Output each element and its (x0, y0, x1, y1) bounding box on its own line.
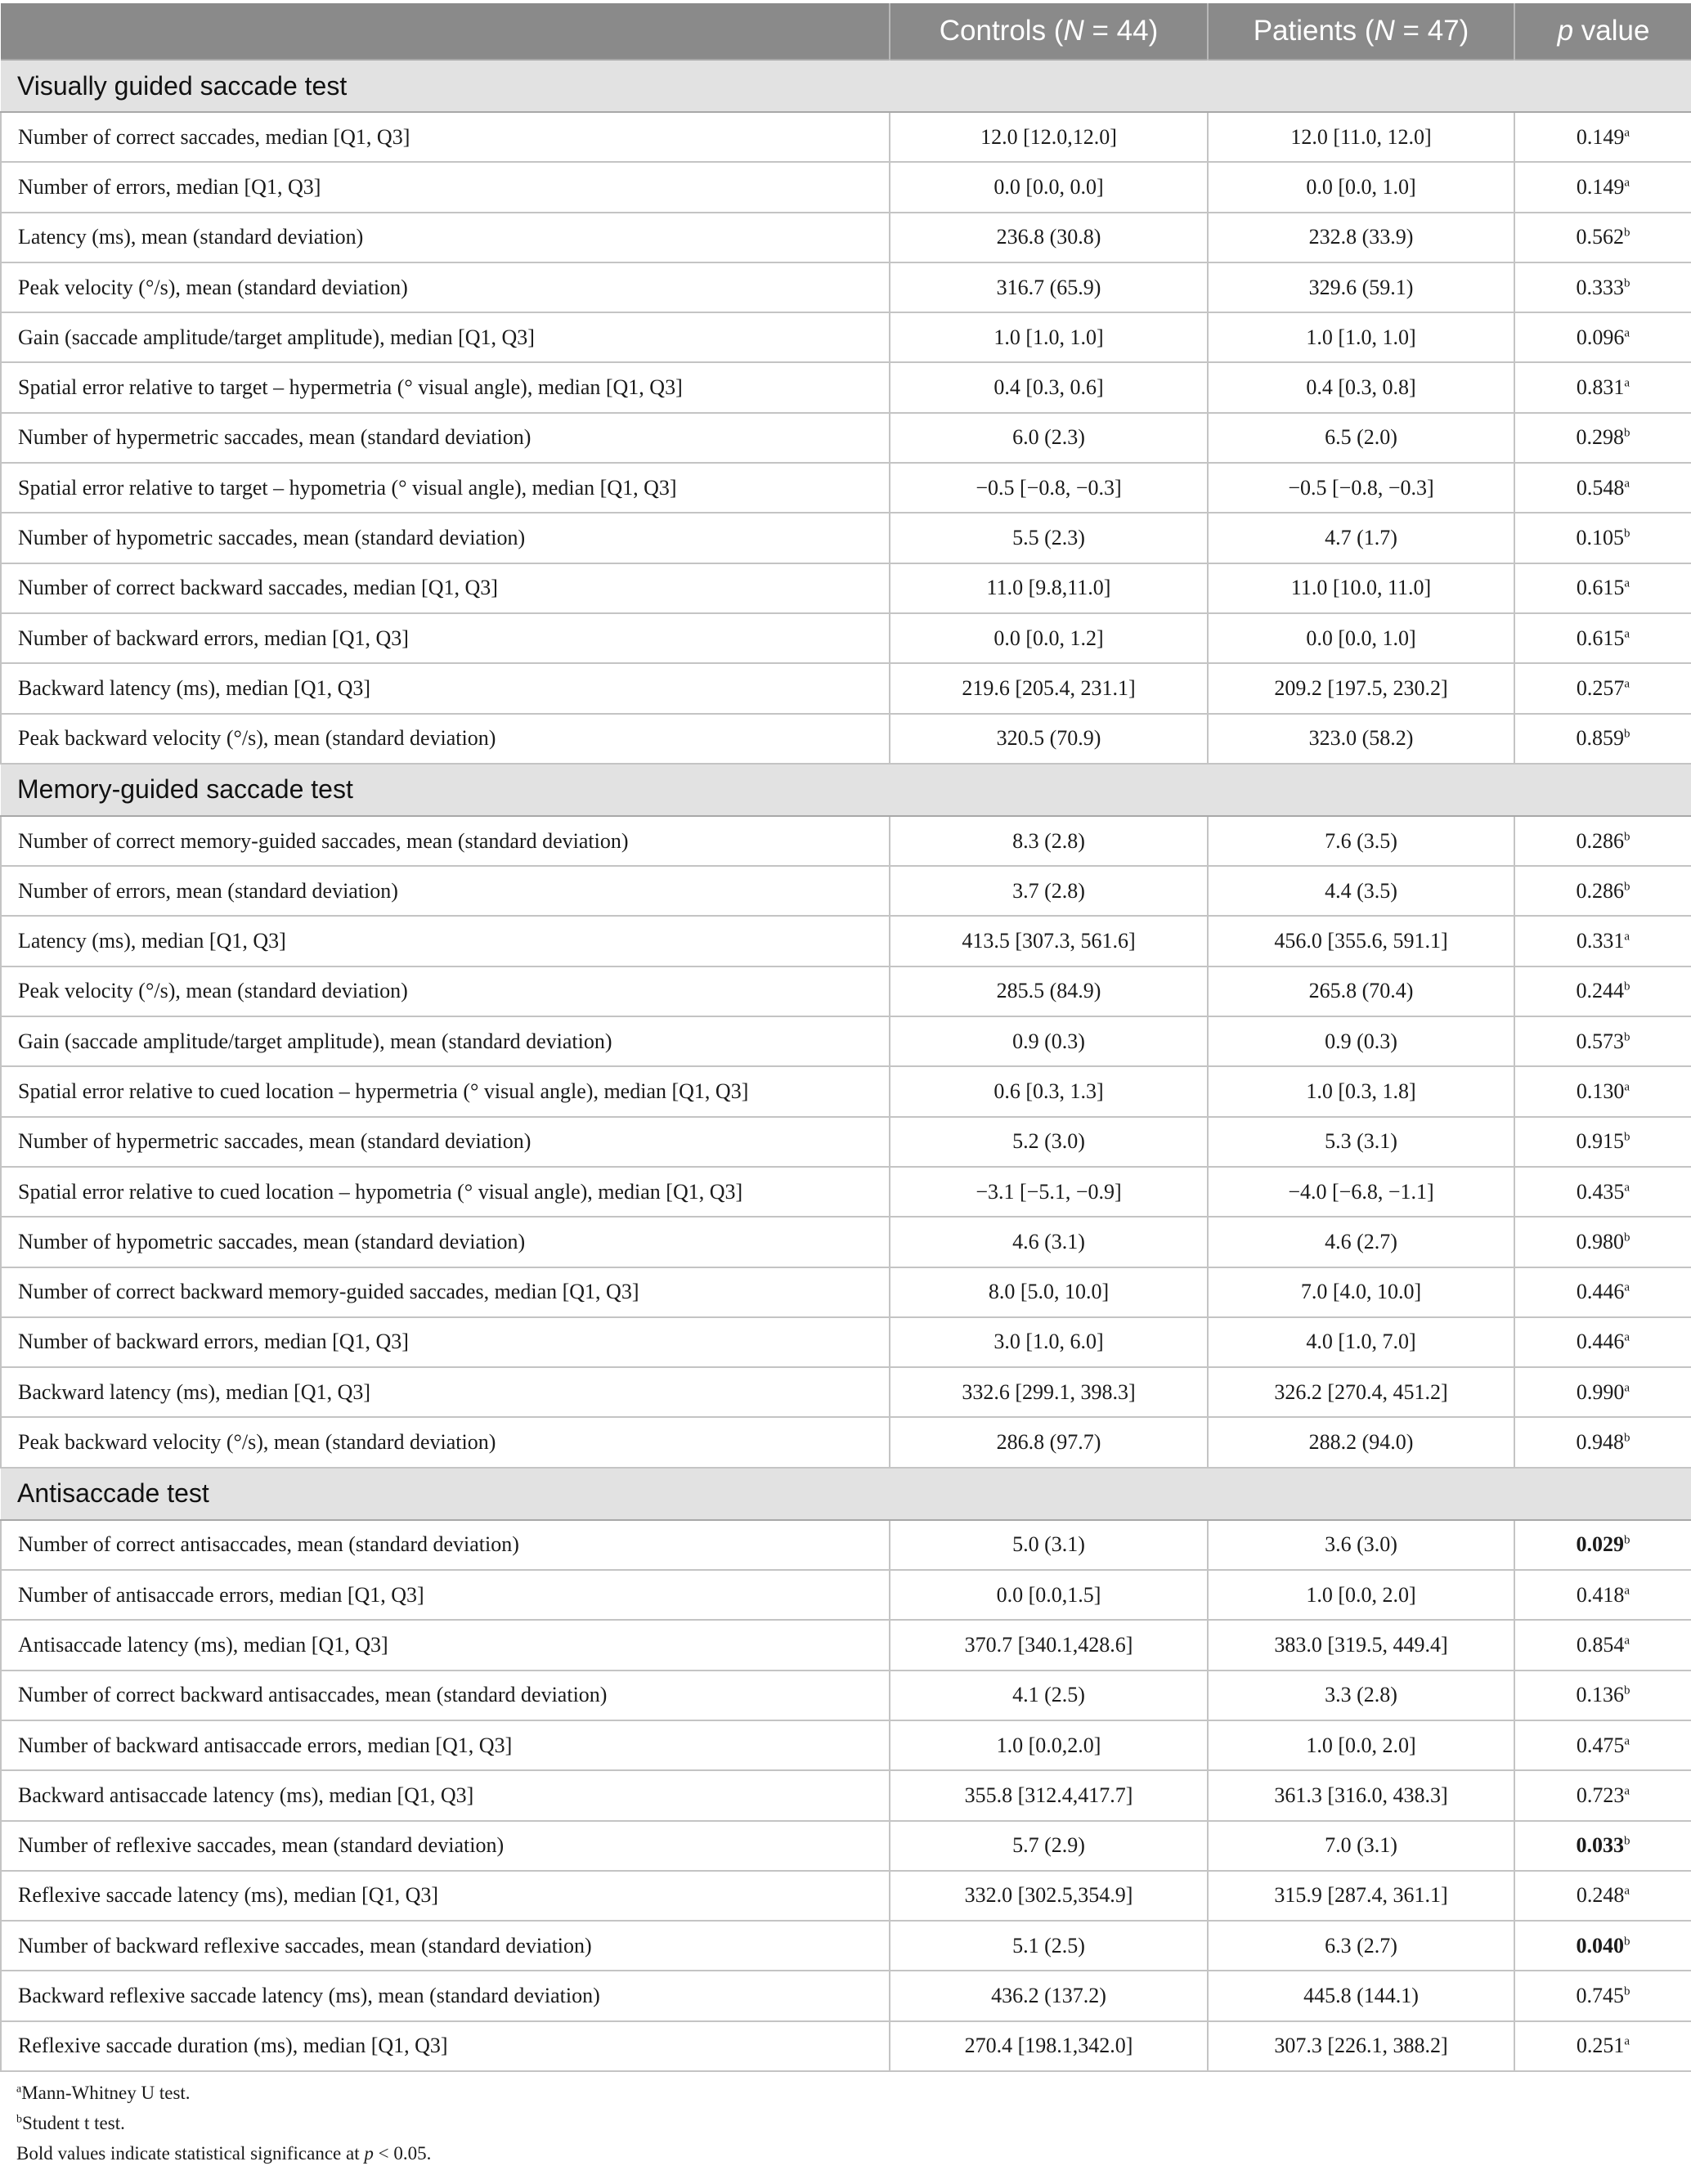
table-row (1, 1317, 1691, 1367)
p-value-number: 0.149 (1576, 174, 1625, 199)
test-footnote-mark: b (1624, 880, 1630, 894)
table-row (1, 714, 1691, 764)
measure-label: Number of correct backward antisaccades, mean (standard deviation) (1, 1671, 890, 1720)
patients-value: 1.0 [0.0, 2.0] (1208, 1720, 1514, 1770)
table-row (1, 1570, 1691, 1620)
controls-value: 12.0 [12.0,12.0] (890, 112, 1208, 162)
measure-label: Spatial error relative to cued location – hypermetria (° visual angle), median [Q1, Q3] (1, 1066, 890, 1116)
p-value (1514, 1671, 1691, 1720)
table-row (1, 1871, 1691, 1921)
p-value (1514, 1267, 1691, 1317)
controls-value: 4.6 (3.1) (890, 1217, 1208, 1267)
test-footnote-mark: a (1624, 1884, 1630, 1898)
measure-label: Number of hypermetric saccades, mean (standard deviation) (1, 1117, 890, 1167)
test-footnote-mark: b (1624, 1030, 1630, 1044)
measure-label: Peak backward velocity (°/s), mean (standard deviation) (1, 714, 890, 764)
test-footnote-mark: a (1624, 376, 1630, 390)
section-title: Memory-guided saccade test (1, 764, 1691, 816)
controls-value: 5.5 (2.3) (890, 513, 1208, 563)
p-value (1514, 613, 1691, 663)
test-footnote-mark: a (1624, 326, 1630, 340)
test-footnote-mark: a (1624, 1180, 1630, 1194)
table-row (1, 613, 1691, 663)
patients-value: 4.7 (1.7) (1208, 513, 1514, 563)
table-row (1, 312, 1691, 362)
p-value-number: 0.257 (1576, 675, 1625, 700)
controls-value: 413.5 [307.3, 561.6] (890, 916, 1208, 966)
p-value-number: 0.723 (1576, 1783, 1625, 1807)
p-value (1514, 1720, 1691, 1770)
measure-label: Gain (saccade amplitude/target amplitude), median [Q1, Q3] (1, 312, 890, 362)
patients-value: 361.3 [316.0, 438.3] (1208, 1770, 1514, 1820)
controls-value: 285.5 (84.9) (890, 966, 1208, 1016)
measure-label: Number of hypometric saccades, mean (standard deviation) (1, 513, 890, 563)
saccade-results-table (0, 3, 1691, 2072)
header-controls: Controls (N = 44) (890, 3, 1208, 60)
test-footnote-mark: a (1624, 677, 1630, 691)
table-row (1, 1417, 1691, 1467)
measure-label: Peak velocity (°/s), mean (standard deviation) (1, 966, 890, 1016)
p-value (1514, 1971, 1691, 2020)
table-row (1, 463, 1691, 513)
p-value-number: 0.915 (1576, 1129, 1624, 1154)
controls-value: 270.4 [198.1,342.0] (890, 2021, 1208, 2071)
test-footnote-mark: b (1624, 527, 1630, 540)
measure-label: Spatial error relative to target – hypermetria (° visual angle), median [Q1, Q3] (1, 362, 890, 412)
p-value (1514, 816, 1691, 866)
p-value-number: 0.251 (1576, 2034, 1625, 2058)
patients-value: 6.5 (2.0) (1208, 413, 1514, 463)
p-value (1514, 1620, 1691, 1670)
p-value-number: 0.435 (1576, 1179, 1625, 1204)
patients-value: 3.3 (2.8) (1208, 1671, 1514, 1720)
measure-label: Reflexive saccade latency (ms), median [Q1, Q3] (1, 1871, 890, 1921)
p-value (1514, 1570, 1691, 1620)
test-footnote-mark: a (1624, 1584, 1630, 1597)
patients-value: 383.0 [319.5, 449.4] (1208, 1620, 1514, 1670)
table-row (1, 1117, 1691, 1167)
p-value (1514, 1417, 1691, 1467)
patients-value: −4.0 [−6.8, −1.1] (1208, 1167, 1514, 1217)
test-footnote-mark: a (1624, 477, 1630, 491)
controls-value: 5.1 (2.5) (890, 1921, 1208, 1971)
patients-value: 315.9 [287.4, 361.1] (1208, 1871, 1514, 1921)
patients-value: 265.8 (70.4) (1208, 966, 1514, 1016)
table-row (1, 413, 1691, 463)
p-value-number: 0.475 (1576, 1733, 1625, 1757)
patients-value: 11.0 [10.0, 11.0] (1208, 563, 1514, 613)
controls-value: 355.8 [312.4,417.7] (890, 1770, 1208, 1820)
patients-value: 209.2 [197.5, 230.2] (1208, 663, 1514, 713)
p-value (1514, 463, 1691, 513)
table-row (1, 663, 1691, 713)
p-value-number: 0.446 (1576, 1280, 1625, 1304)
test-footnote-mark: a (1624, 125, 1630, 139)
table-row (1, 213, 1691, 262)
p-value-number: 0.562 (1576, 225, 1624, 249)
section-title: Visually guided saccade test (1, 60, 1691, 112)
measure-label: Backward antisaccade latency (ms), median [Q1, Q3] (1, 1770, 890, 1820)
table-row (1, 1267, 1691, 1317)
measure-label: Number of hypermetric saccades, mean (standard deviation) (1, 413, 890, 463)
controls-value: 6.0 (2.3) (890, 413, 1208, 463)
patients-value: 0.0 [0.0, 1.0] (1208, 613, 1514, 663)
p-value-number: 0.286 (1576, 878, 1624, 903)
table-row (1, 1921, 1691, 1971)
controls-value: 5.0 (3.1) (890, 1520, 1208, 1570)
p-value (1514, 162, 1691, 212)
test-footnote-mark: b (1624, 1984, 1630, 1998)
patients-value: −0.5 [−0.8, −0.3] (1208, 463, 1514, 513)
controls-value: 11.0 [9.8,11.0] (890, 563, 1208, 613)
controls-value: 236.8 (30.8) (890, 213, 1208, 262)
patients-value: 288.2 (94.0) (1208, 1417, 1514, 1467)
controls-value: 8.0 [5.0, 10.0] (890, 1267, 1208, 1317)
patients-value: 3.6 (3.0) (1208, 1520, 1514, 1570)
p-value (1514, 714, 1691, 764)
test-footnote-mark: a (1624, 1634, 1630, 1648)
test-footnote-mark: a (1624, 176, 1630, 190)
controls-value: 5.7 (2.9) (890, 1821, 1208, 1871)
measure-label: Number of backward errors, median [Q1, Q3] (1, 1317, 890, 1367)
p-value (1514, 916, 1691, 966)
p-value (1514, 563, 1691, 613)
measure-label: Number of errors, median [Q1, Q3] (1, 162, 890, 212)
p-value-number: 0.418 (1576, 1582, 1625, 1607)
patients-value: 7.0 (3.1) (1208, 1821, 1514, 1871)
p-value (1514, 1770, 1691, 1820)
table-row (1, 513, 1691, 563)
controls-value: 0.6 [0.3, 1.3] (890, 1066, 1208, 1116)
table-row (1, 112, 1691, 162)
p-value (1514, 1066, 1691, 1116)
p-value (1514, 1821, 1691, 1871)
patients-value: 323.0 (58.2) (1208, 714, 1514, 764)
measure-label: Backward latency (ms), median [Q1, Q3] (1, 1367, 890, 1417)
p-value (1514, 312, 1691, 362)
test-footnote-mark: a (1624, 1381, 1630, 1395)
table-row (1, 866, 1691, 916)
table-row (1, 1971, 1691, 2020)
p-value-number: 0.096 (1576, 325, 1625, 349)
table-row (1, 1770, 1691, 1820)
measure-label: Spatial error relative to target – hypometria (° visual angle), median [Q1, Q3] (1, 463, 890, 513)
table-body (1, 60, 1691, 2071)
controls-value: 332.6 [299.1, 398.3] (890, 1367, 1208, 1417)
test-footnote-mark: b (1624, 426, 1630, 440)
measure-label: Number of antisaccade errors, median [Q1, Q3] (1, 1570, 890, 1620)
table-row (1, 362, 1691, 412)
measure-label: Backward latency (ms), median [Q1, Q3] (1, 663, 890, 713)
p-value-number: 0.136 (1576, 1683, 1624, 1707)
controls-value: 436.2 (137.2) (890, 1971, 1208, 2020)
measure-label: Number of backward reflexive saccades, mean (standard deviation) (1, 1921, 890, 1971)
p-value-number: 0.446 (1576, 1330, 1625, 1354)
p-value (1514, 1367, 1691, 1417)
p-value (1514, 1317, 1691, 1367)
table-row (1, 1367, 1691, 1417)
p-value (1514, 1871, 1691, 1921)
controls-value: 0.0 [0.0, 0.0] (890, 162, 1208, 212)
p-value-number: 0.298 (1576, 425, 1624, 450)
p-value (1514, 663, 1691, 713)
section-header (1, 764, 1691, 816)
controls-value: −3.1 [−5.1, −0.9] (890, 1167, 1208, 1217)
controls-value: −0.5 [−0.8, −0.3] (890, 463, 1208, 513)
table-row (1, 1217, 1691, 1267)
p-value-number: 0.244 (1576, 979, 1624, 1003)
test-footnote-mark: b (1624, 727, 1630, 741)
table-row (1, 1720, 1691, 1770)
patients-value: 12.0 [11.0, 12.0] (1208, 112, 1514, 162)
measure-label: Number of backward errors, median [Q1, Q3] (1, 613, 890, 663)
measure-label: Number of reflexive saccades, mean (standard deviation) (1, 1821, 890, 1871)
test-footnote-mark: b (1624, 1935, 1630, 1949)
p-value (1514, 1217, 1691, 1267)
controls-value: 1.0 [1.0, 1.0] (890, 312, 1208, 362)
measure-label: Number of hypometric saccades, mean (standard deviation) (1, 1217, 890, 1267)
controls-value: 0.4 [0.3, 0.6] (890, 362, 1208, 412)
patients-value: 6.3 (2.7) (1208, 1921, 1514, 1971)
p-value (1514, 1016, 1691, 1066)
p-value-number: 0.548 (1576, 475, 1625, 500)
table-row (1, 916, 1691, 966)
header-measure (1, 3, 890, 60)
controls-value: 8.3 (2.8) (890, 816, 1208, 866)
measure-label: Number of errors, mean (standard deviation) (1, 866, 890, 916)
test-footnote-mark: a (1624, 2034, 1630, 2048)
p-value (1514, 866, 1691, 916)
p-value (1514, 262, 1691, 312)
p-value-number: 0.286 (1576, 828, 1624, 853)
patients-value: 326.2 [270.4, 451.2] (1208, 1367, 1514, 1417)
p-value-number: 0.029 (1576, 1532, 1624, 1557)
test-footnote-mark: b (1624, 276, 1630, 289)
section-header (1, 60, 1691, 112)
patients-value: 445.8 (144.1) (1208, 1971, 1514, 2020)
footnote-a: $^a$Mann-Whitney U test. (16, 2083, 191, 2103)
patients-value: 307.3 [226.1, 388.2] (1208, 2021, 1514, 2071)
controls-value: 1.0 [0.0,2.0] (890, 1720, 1208, 1770)
measure-label: Number of correct saccades, median [Q1, Q3] (1, 112, 890, 162)
header-p-value: p value (1514, 3, 1691, 60)
patients-value: 7.6 (3.5) (1208, 816, 1514, 866)
p-value (1514, 112, 1691, 162)
patients-value: 1.0 [0.3, 1.8] (1208, 1066, 1514, 1116)
measure-label: Gain (saccade amplitude/target amplitude), mean (standard deviation) (1, 1016, 890, 1066)
measure-label: Number of correct backward saccades, median [Q1, Q3] (1, 563, 890, 613)
controls-value: 332.0 [302.5,354.9] (890, 1871, 1208, 1921)
p-value-number: 0.948 (1576, 1430, 1624, 1455)
table-row (1, 1520, 1691, 1570)
test-footnote-mark: b (1624, 829, 1630, 843)
p-value (1514, 2021, 1691, 2071)
controls-value: 0.0 [0.0, 1.2] (890, 613, 1208, 663)
table-row (1, 1821, 1691, 1871)
p-value (1514, 1921, 1691, 1971)
controls-value: 0.0 [0.0,1.5] (890, 1570, 1208, 1620)
controls-value: 370.7 [340.1,428.6] (890, 1620, 1208, 1670)
test-footnote-mark: b (1624, 1431, 1630, 1445)
table-row (1, 1671, 1691, 1720)
p-value-number: 0.105 (1576, 526, 1624, 550)
section-title: Antisaccade test (1, 1468, 1691, 1520)
test-footnote-mark: b (1624, 226, 1630, 240)
patients-value: 1.0 [0.0, 2.0] (1208, 1570, 1514, 1620)
test-footnote-mark: a (1624, 930, 1630, 944)
p-value-number: 0.831 (1576, 375, 1625, 400)
measure-label: Reflexive saccade duration (ms), median [Q1, Q3] (1, 2021, 890, 2071)
measure-label: Spatial error relative to cued location – hypometria (° visual angle), median [Q1, Q3] (1, 1167, 890, 1217)
test-footnote-mark: a (1624, 1733, 1630, 1747)
measure-label: Backward reflexive saccade latency (ms), mean (standard deviation) (1, 1971, 890, 2020)
p-value-number: 0.615 (1576, 626, 1625, 650)
p-value-number: 0.033 (1576, 1833, 1624, 1858)
measure-label: Peak backward velocity (°/s), mean (standard deviation) (1, 1417, 890, 1467)
p-value-number: 0.149 (1576, 124, 1625, 149)
footnote-b: $^b$Student t test. (16, 2113, 125, 2133)
patients-value: 329.6 (59.1) (1208, 262, 1514, 312)
table-row (1, 1066, 1691, 1116)
p-value (1514, 1117, 1691, 1167)
footnote-bold: Bold values indicate statistical significance at p < 0.05. (16, 2143, 432, 2164)
p-value-number: 0.130 (1576, 1079, 1625, 1103)
controls-value: 3.0 [1.0, 6.0] (890, 1317, 1208, 1367)
controls-value: 5.2 (3.0) (890, 1117, 1208, 1167)
p-value (1514, 413, 1691, 463)
patients-value: 0.9 (0.3) (1208, 1016, 1514, 1066)
p-value-number: 0.745 (1576, 1984, 1624, 2008)
p-value-number: 0.331 (1576, 929, 1625, 953)
test-footnote-mark: a (1624, 1784, 1630, 1798)
test-footnote-mark: a (1624, 626, 1630, 640)
test-footnote-mark: a (1624, 1330, 1630, 1344)
table-row (1, 966, 1691, 1016)
p-value-number: 0.615 (1576, 576, 1625, 600)
patients-value: 4.6 (2.7) (1208, 1217, 1514, 1267)
p-value-number: 0.040 (1576, 1933, 1624, 1958)
controls-value: 0.9 (0.3) (890, 1016, 1208, 1066)
table-row (1, 2021, 1691, 2071)
table-row (1, 1167, 1691, 1217)
patients-value: 0.0 [0.0, 1.0] (1208, 162, 1514, 212)
table-row (1, 816, 1691, 866)
test-footnote-mark: b (1624, 1684, 1630, 1697)
p-value (1514, 513, 1691, 563)
test-footnote-mark: b (1624, 1834, 1630, 1848)
measure-label: Number of correct antisaccades, mean (standard deviation) (1, 1520, 890, 1570)
patients-value: 4.4 (3.5) (1208, 866, 1514, 916)
table-row (1, 1620, 1691, 1670)
measure-label: Number of backward antisaccade errors, median [Q1, Q3] (1, 1720, 890, 1770)
p-value-number: 0.990 (1576, 1379, 1625, 1404)
patients-value: 0.4 [0.3, 0.8] (1208, 362, 1514, 412)
p-value-number: 0.854 (1576, 1632, 1625, 1657)
measure-label: Peak velocity (°/s), mean (standard deviation) (1, 262, 890, 312)
table-row (1, 563, 1691, 613)
p-value-number: 0.859 (1576, 726, 1624, 751)
header-patients: Patients (N = 47) (1208, 3, 1514, 60)
p-value (1514, 1167, 1691, 1217)
results-table-container (0, 3, 1691, 2072)
test-footnote-mark: a (1624, 1080, 1630, 1094)
p-value (1514, 362, 1691, 412)
p-value (1514, 213, 1691, 262)
p-value-number: 0.248 (1576, 1883, 1625, 1908)
patients-value: 232.8 (33.9) (1208, 213, 1514, 262)
section-header (1, 1468, 1691, 1520)
controls-value: 286.8 (97.7) (890, 1417, 1208, 1467)
controls-value: 320.5 (70.9) (890, 714, 1208, 764)
test-footnote-mark: b (1624, 980, 1630, 993)
p-value (1514, 966, 1691, 1016)
p-value-number: 0.333 (1576, 275, 1624, 299)
test-footnote-mark: a (1624, 576, 1630, 590)
table-row (1, 162, 1691, 212)
table-header (1, 3, 1691, 60)
footnotes (16, 2078, 431, 2168)
controls-value: 3.7 (2.8) (890, 866, 1208, 916)
test-footnote-mark: b (1624, 1231, 1630, 1244)
table-row (1, 1016, 1691, 1066)
patients-value: 7.0 [4.0, 10.0] (1208, 1267, 1514, 1317)
measure-label: Latency (ms), mean (standard deviation) (1, 213, 890, 262)
table-row (1, 262, 1691, 312)
measure-label: Number of correct backward memory-guided saccades, median [Q1, Q3] (1, 1267, 890, 1317)
test-footnote-mark: b (1624, 1533, 1630, 1547)
controls-value: 316.7 (65.9) (890, 262, 1208, 312)
measure-label: Latency (ms), median [Q1, Q3] (1, 916, 890, 966)
patients-value: 4.0 [1.0, 7.0] (1208, 1317, 1514, 1367)
patients-value: 1.0 [1.0, 1.0] (1208, 312, 1514, 362)
measure-label: Antisaccade latency (ms), median [Q1, Q3] (1, 1620, 890, 1670)
p-value-number: 0.573 (1576, 1029, 1624, 1053)
controls-value: 4.1 (2.5) (890, 1671, 1208, 1720)
test-footnote-mark: b (1624, 1130, 1630, 1144)
measure-label: Number of correct memory-guided saccades, mean (standard deviation) (1, 816, 890, 866)
patients-value: 456.0 [355.6, 591.1] (1208, 916, 1514, 966)
p-value-number: 0.980 (1576, 1229, 1624, 1253)
p-value (1514, 1520, 1691, 1570)
controls-value: 219.6 [205.4, 231.1] (890, 663, 1208, 713)
patients-value: 5.3 (3.1) (1208, 1117, 1514, 1167)
test-footnote-mark: a (1624, 1280, 1630, 1294)
